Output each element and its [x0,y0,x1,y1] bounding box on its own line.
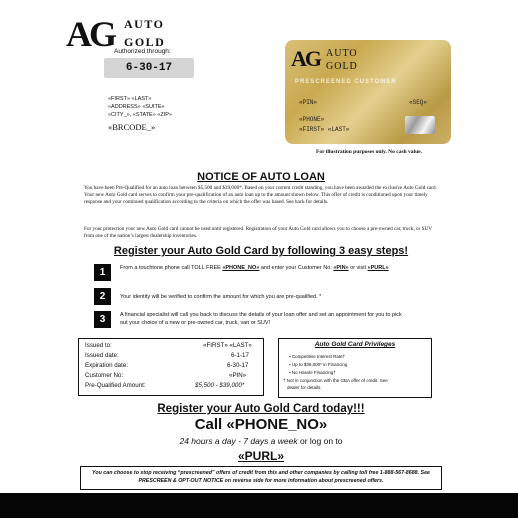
bottom-dark-strip [0,493,518,518]
issued-date-label: Issued date: [85,352,119,359]
issued-to-value: «FIRST» «LAST» [203,342,252,349]
step-1-number: 1 [94,264,111,281]
hours-text: 24 hours a day - 7 days a week [179,436,298,446]
privilege-footnote: † Not in conjunction with the GBA offer of credit. See [283,378,388,383]
step-1-text-post: or visit [348,265,368,271]
hours-line [64,436,458,446]
prequalified-amount-value: $5,500 - $39,000* [195,382,245,389]
step-1-text [120,264,410,272]
card-name: «FIRST» «LAST» [299,126,350,133]
call-phone-number: Call «PHONE_NO» [194,416,328,433]
notice-paragraph-1: You have been Pre-Qualified for an auto loan between $5,500 and $39,000*. Based on your current credit standing, you have been awarded the exclusive Auto Gold card. Your new Auto Gold card serves to confirm your pre-qualification of an auto loan up to the amount shown below. This offer of credit is conditioned upon your timely response and your continued qualification according to the criteria on which the offer was based. See back for details. [84,185,437,206]
privilege-item: ▪ No Hassle Financing† [289,370,336,375]
steps-heading: Register your Auto Gold Card by following 3 easy steps! [113,245,409,257]
expiration-date-label: Expiration date: [85,362,128,369]
expiration-date-value: 6-30-17 [227,362,249,369]
step-1-phone-field: «PHONE_NO» [222,265,260,271]
page-margin-left [0,0,64,518]
customer-no-value: «PIN» [229,372,247,379]
step-2-text: Your identity will be verified to confirm the amount for which you are pre-qualified. * [120,294,322,300]
customer-no-label: Customer No: [85,372,124,379]
step-3-number: 3 [94,311,111,328]
address-city-line: «CITY_», «STATE» «ZIP» [108,112,172,118]
logo-word-gold: GOLD [124,35,166,49]
page-margin-right [458,0,518,518]
step-1-text-pre: From a touchtone phone call TOLL FREE [120,265,223,271]
purl-link[interactable]: «PURL» [237,449,284,463]
notice-title: NOTICE OF AUTO LOAN [197,171,325,183]
opt-out-notice-text: You can choose to stop receiving “prescreened” offers of credit from this and other companies by calling toll free 1-888-567-8688. See PRESCREEN & OPT-OUT NOTICE on reverse side for more information about prescreened offers. [92,470,430,484]
privilege-item: ▪ Up to $39,000* in Financing [289,362,348,367]
card-logo-mark: AG [291,46,320,71]
register-today-heading: Register your Auto Gold Card today!!! [157,403,365,415]
authorized-date-box: 6-30-17 [104,58,194,78]
step-2-number: 2 [94,288,111,305]
privileges-box [278,338,432,398]
opt-out-notice-box [80,466,442,490]
privileges-title: Auto Gold Card Privileges [314,341,396,348]
hours-tail: or log on to [297,436,343,446]
address-name-line: «FIRST» «LAST» [108,96,152,102]
card-phone: «PHONE» [299,116,325,123]
privilege-footnote-cont: dealer for details. [287,385,322,390]
card-pin: «PIN» [299,99,318,106]
issued-details-box [78,338,264,396]
card-prescreened-band: PRESCREENED CUSTOMER [295,79,397,85]
privilege-item: ▪ Competitive Interest Rate† [289,354,346,359]
auto-gold-card-image [285,40,451,144]
prequalified-amount-label: Pre-Qualified Amount: [85,382,146,389]
card-illustration-note: For illustration purposes only. No cash value. [316,149,422,155]
barcode-merge-field: «BRCODE_» [108,122,156,132]
step-1-text-mid: and enter your Customer No: [259,265,334,271]
step-1-purl-link[interactable]: «PURL» [367,265,389,271]
issued-date-value: 6-1-17 [231,352,249,359]
card-hologram [405,116,435,134]
card-logo-word-auto: AUTO [326,48,358,59]
step-1-pin-field: «PIN» [333,265,349,271]
issued-to-label: Issued to: [85,342,112,349]
logo-word-auto: AUTO [124,17,165,31]
card-logo-word-gold: GOLD [326,61,358,72]
auto-gold-logo-mark: AG [66,14,114,54]
authorized-through-label: Authorized through: [114,48,171,55]
address-street-line: «ADDRESS» «SUITE» [108,104,165,110]
step-3-text: A financial specialist will call you back to discuss the details of your loan offer and set an appointment for you to pick out your choice of a new or pre-owned car, truck, van or SUV! [120,312,402,326]
notice-paragraph-2: For your protection your new Auto Gold card cannot be used until registered. Registration of your Auto Gold card allows you to choose a pre-owned car, truck, or SUV from one of the nation’s largest dealership inventories. [84,226,432,240]
card-seq: «SEQ» [409,99,428,106]
